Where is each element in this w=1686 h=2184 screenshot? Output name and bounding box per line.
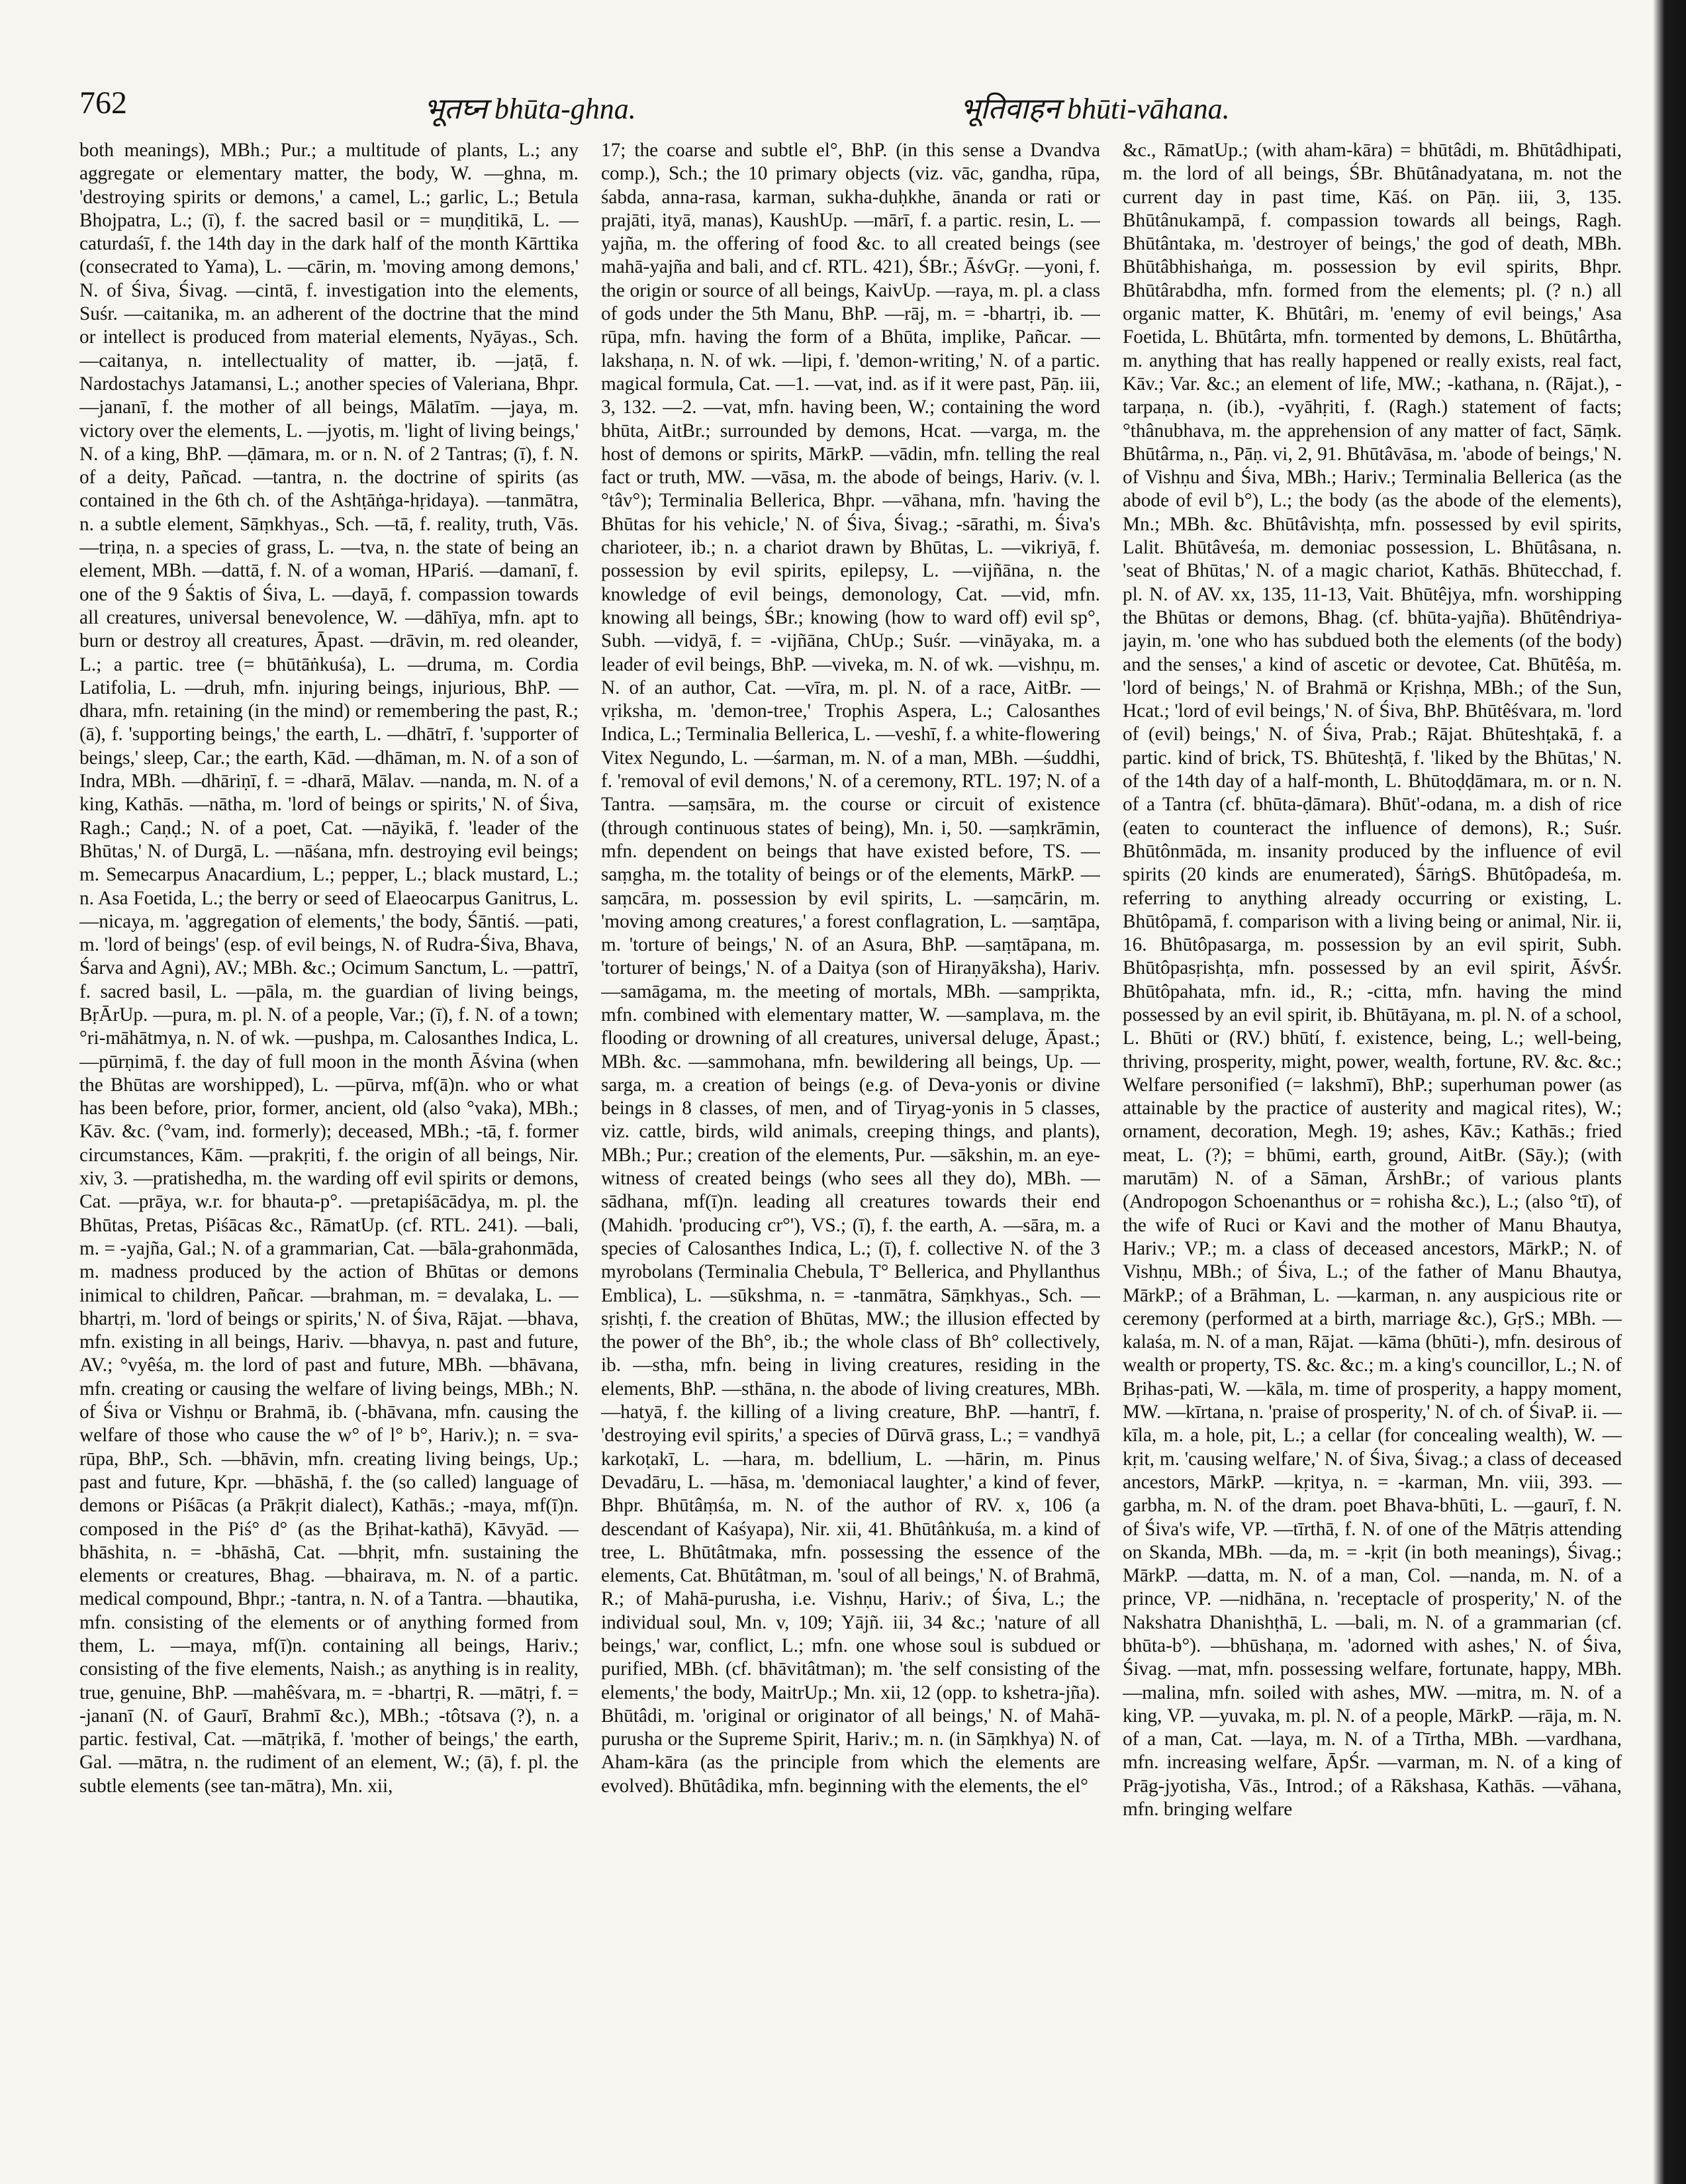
- left-headword: भूतघ्न bhūta-ghna.: [424, 93, 636, 125]
- column-1: both meanings), MBh.; Pur.; a multitude of plants, L.; any aggregate or elementary matter, the body, W. —ghna, m. 'destroying spirits or demons,' a camel, L.; garlic, L.; Betula Bhojpatra, L.; (ī), f. the sacred basil or = muṇḍitikā, L. —caturdaśī, f. the 14th day in the dark half of the month Kārttika (consecrated to Yama), L. —cārin, m. 'moving among demons,' N. of Śiva, Śivag. —cintā, f. investigation into the elements, Suśr. —caitanika, m. an adherent of the doctrine that the mind or intellect is produced from material elements, Nyāyas., Sch. —caitanya, n. intellectuality of matter, ib. —jaṭā, f. Nardostachys Jatamansi, L.; another species of Valeriana, Bhpr. —jananī, f. the mother of all beings, Mālatīm. —jaya, m. victory over the elements, L. —jyotis, m. 'light of living beings,' N. of a king, BhP. —ḍāmara, m. or n. N. of 2 Tantras; (ī), f. N. of a deity, Pañcad. —tantra, n. the doctrine of spirits (as contained in the 6th ch. of the Ashṭāṅga-hṛidaya). —tanmātra, n. a subtle element, Sāṃkhyas., Sch. —tā, f. reality, truth, Vās. —triṇa, n. a species of grass, L. —tva, n. the state of being an element, MBh. —dattā, f. N. of a woman, HPariś. —damanī, f. one of the 9 Śaktis of Śiva, L. —dayā, f. compassion towards all creatures, universal benevolence, W. —dāhīya, mfn. apt to burn or destroy all creatures, Āpast. —drāvin, m. red oleander, L.; a partic. tree (= bhūtāṅkuśa), L. —druma, m. Cordia Latifolia, L. —druh, mfn. injuring beings, injurious, BhP. —dhara, mfn. retaining (in the mind) or remembering the past, R.; (ā), f. 'supporting beings,' the earth, L. —dhātrī, f. 'supporter of beings,' sleep, Car.; the earth, Kād. —dhāman, m. N. of a son of Indra, MBh. —dhāriṇī, f. = -dharā, Mālav. —nanda, m. N. of a king, Kathās. —nātha, m. 'lord of beings or spirits,' N. of Śiva, Ragh.; Caṇḍ.; N. of a poet, Cat. —nāyikā, f. 'leader of the Bhūtas,' N. of Durgā, L. —nāśana, mfn. destroying evil beings; m. Semecarpus Anacardium, L.; pepper, L.; black mustard, L.; n. Asa Foetida, L.; the berry or seed of Elaeocarpus Ganitrus, L. —nicaya, m. 'aggregation of elements,' the body, Śāntiś. —pati, m. 'lord of beings' (esp. of evil beings, N. of Rudra-Śiva, Bhava, Śarva and Agni), AV.; MBh. &c.; Ocimum Sanctum, L. —pattrī, f. sacred basil, L. —pāla, m. the guardian of living beings, BṛĀrUp. —pura, m. pl. N. of a people, Var.; (ī), f. N. of a town; °ri-māhātmya, n. N. of wk. —pushpa, m. Calosanthes Indica, L. —pūrṇimā, f. the day of full moon in the month Āśvina (when the Bhūtas are worshipped), L. —pūrva, mf(ā)n. who or what has been before, prior, former, ancient, old (also °vaka), MBh.; Kāv. &c. (°vam, ind. formerly); deceased, MBh.; -tā, f. former circumstances, Kām. —prakṛiti, f. the origin of all beings, Nir. xiv, 3. —pratishedha, m. the warding off evil spirits or demons, Cat. —prāya, w.r. for bhauta-p°. —pretapiśācādya, m. pl. the Bhūtas, Pretas, Piśācas &c., RāmatUp. (cf. RTL. 241). —bali, m. = -yajña, Gal.; N. of a grammarian, Cat. —bāla-grahonmāda, m. madness produced by the action of Bhūtas or demons inimical to children, Pañcar. —brahman, m. = devalaka, L. —bhartṛi, m. 'lord of beings or spirits,' N. of Śiva, Rājat. —bhava, mfn. existing in all beings, Hariv. —bhavya, n. past and future, AV.; °vyêśa, m. the lord of past and future, MBh. —bhāvana, mfn. creating or causing the welfare of living beings, MBh.; N. of Śiva or Vishṇu or Brahmā, ib. (-bhāvana, mfn. causing the welfare of those who cause the w° of l° b°, Hariv.); n. = sva-rūpa, BhP., Sch. —bhāvin, mfn. creating living beings, Up.; past and future, Kpr. —bhāshā, f. the (so called) language of demons or Piśācas (a Prākṛit dialect), Kathās.; -maya, mf(ī)n. composed in the Piś° d° (as the Bṛihat-kathā), Kāvyād. —bhāshita, n. = -bhāshā, Cat. —bhṛit, mfn. sustaining the elements or creatures, Bhag. —bhairava, m. N. of a partic. medical compound, Bhpr.; -tantra, n. N. of a Tantra. —bhautika, mfn. consisting of the elements or of anything formed from them, L. —maya, mf(ī)n. containing all beings, Hariv.; consisting of the five elements, Naish.; as anything is in reality, true, genuine, BhP. —mahêśvara, m. = -bhartṛi, R. —mātṛi, f. = -jananī (N. of Gaurī, Brahmī &c.), MBh.; -tôtsava (?), n. a partic. festival, Cat. —mātṛikā, f. 'mother of beings,' the earth, Gal. —mātra, n. the rudiment of an element, W.; (ā), f. pl. the subtle elements (see tan-mātra), Mn. xii,: [79, 140, 579, 1797]
- column-2: 17; the coarse and subtle el°, BhP. (in this sense a Dvandva comp.), Sch.; the 10 primary objects (viz. vāc, gandha, rūpa, śabda, anna-rasa, karman, sukha-duḥkhe, ānanda or rati or prajāti, ityā, manas), KaushUp. —mārī, f. a partic. resin, L. —yajña, m. the offering of food &c. to all created beings (see mahā-yajña and bali, and cf. RTL. 421), ŚBr.; ĀśvGṛ. —yoni, f. the origin or source of all beings, KaivUp. —raya, m. pl. a class of gods under the 5th Manu, BhP. —rāj, m. = -bhartṛi, ib. —rūpa, mfn. having the form of a Bhūta, implike, Pañcar. —lakshaṇa, n. N. of wk. —lipi, f. 'demon-writing,' N. of a partic. magical formula, Cat. —1. —vat, ind. as if it were past, Pāṇ. iii, 3, 132. —2. —vat, mfn. having been, W.; containing the word bhūta, AitBr.; surrounded by demons, Hcat. —varga, m. the host of demons or spirits, MārkP. —vādin, mfn. telling the real fact or truth, MW. —vāsa, m. the abode of beings, Hariv. (v. l. °tâv°); Terminalia Bellerica, Bhpr. —vāhana, mfn. 'having the Bhūtas for his vehicle,' N. of Śiva, Śivag.; -sārathi, m. Śiva's charioteer, ib.; n. a chariot drawn by Bhūtas, L. —vikriyā, f. possession by evil spirits, epilepsy, L. —vijñāna, n. the knowledge of evil beings, demonology, Cat. —vid, mfn. knowing all beings, ŚBr.; knowing (how to ward off) evil sp°, Subh. —vidyā, f. = -vijñāna, ChUp.; Suśr. —vināyaka, m. a leader of evil beings, BhP. —viveka, m. N. of wk. —vishṇu, m. N. of an author, Cat. —vīra, m. pl. N. of a race, AitBr. —vṛiksha, m. 'demon-tree,' Trophis Aspera, L.; Calosanthes Indica, L.; Terminalia Bellerica, L. —veshī, f. a white-flowering Vitex Negundo, L. —śarman, m. N. of a man, MBh. —śuddhi, f. 'removal of evil demons,' N. of a ceremony, RTL. 197; N. of a Tantra. —saṃsāra, m. the course or circuit of existence (through continuous states of being), Mn. i, 50. —saṃkrāmin, mfn. dependent on beings that have existed before, TS. —saṃgha, m. the totality of beings or of the elements, MārkP. —saṃcāra, m. possession by evil spirits, L. —saṃcārin, m. 'moving among creatures,' a forest conflagration, L. —saṃtāpa, m. 'torture of beings,' N. of an Asura, BhP. —saṃtāpana, m. 'torturer of beings,' N. of a Daitya (son of Hiraṇyāksha), Hariv. —samāgama, m. the meeting of mortals, MBh. —sampṛikta, mfn. combined with elementary matter, W. —samplava, m. the flooding or drowning of all creatures, universal deluge, Āpast.; MBh. &c. —sammohana, mfn. bewildering all beings, Up. —sarga, m. a creation of beings (e.g. of Deva-yonis or divine beings in 8 classes, of men, and of Tiryag-yonis in 5 classes, viz. cattle, birds, wild animals, creeping things, and plants), MBh.; Pur.; creation of the elements, Pur. —sākshin, m. an eye-witness of created beings (who sees all they do), MBh. —sādhana, mf(ī)n. leading all creatures towards their end (Mahidh. 'producing cr°'), VS.; (ī), f. the earth, A. —sāra, m. a species of Calosanthes Indica, L.; (ī), f. collective N. of the 3 myrobolans (Terminalia Chebula, T° Bellerica, and Phyllanthus Emblica), L. —sūkshma, n. = -tanmātra, Sāṃkhyas., Sch. —sṛishṭi, f. the creation of Bhūtas, MW.; the illusion effected by the power of the Bh°, ib.; the whole class of Bh° collectively, ib. —stha, mfn. being in living creatures, residing in the elements, BhP. —sthāna, n. the abode of living creatures, MBh. —hatyā, f. the killing of a living creature, BhP. —hantrī, f. 'destroying evil spirits,' a species of Dūrvā grass, L.; = vandhyā karkoṭakī, L. —hara, m. bdellium, L. —hārin, m. Pinus Devadāru, L. —hāsa, m. 'demoniacal laughter,' a kind of fever, Bhpr. Bhūtâṃśa, m. N. of the author of RV. x, 106 (a descendant of Kaśyapa), Nir. xii, 41. Bhūtâṅkuśa, m. a kind of tree, L. Bhūtâtmaka, mfn. possessing the essence of the elements, Cat. Bhūtâtman, m. 'soul of all beings,' N. of Brahmā, R.; of Mahā-purusha, i.e. Vishṇu, Hariv.; of Śiva, L.; the individual soul, Mn. v, 109; Yājñ. iii, 34 &c.; 'nature of all beings,' war, conflict, L.; mfn. one whose soul is subdued or purified, MBh. (cf. bhāvitâtman); m. 'the self consisting of the elements,' the body, MaitrUp.; Mn. xii, 12 (opp. to kshetra-jña). Bhūtâdi, m. 'original or originator of all beings,' N. of Mahā-purusha or the Supreme Spirit, Hariv.; m. n. (in Sāṃkhya) N. of Aham-kāra (as the principle from which the elements are evolved). Bhūtâdika, mfn. beginning with the elements, the el°: [601, 140, 1100, 1797]
- right-headword: भूतिवाहन bhūti-vāhana.: [960, 93, 1230, 125]
- page-number: 762: [79, 85, 127, 120]
- page-header: [79, 85, 1622, 131]
- page-binding-shadow: [1653, 0, 1686, 2184]
- dictionary-columns: [79, 139, 1622, 2165]
- column-3: &c., RāmatUp.; (with aham-kāra) = bhūtâdi, m. Bhūtâdhipati, m. the lord of all beings, ŚBr. Bhūtânadyatana, m. not the current day in past time, Kāś. on Pāṇ. iii, 3, 135. Bhūtânukampā, f. compassion towards all beings, Ragh. Bhūtântaka, m. 'destroyer of beings,' the god of death, MBh. Bhūtâbhishaṅga, m. possession by evil spirits, Bhpr. Bhūtârabdha, mfn. formed from the elements; pl. (? n.) all organic matter, K. Bhūtâri, m. 'enemy of evil beings,' Asa Foetida, L. Bhūtârta, mfn. tormented by demons, L. Bhūtârtha, m. anything that has really happened or really exists, real fact, Kāv.; Var. &c.; an element of life, MW.; -kathana, n. (Rājat.), -tarpaṇa, n. (ib.), -vyāhṛiti, f. (Ragh.) statement of facts; °thânubhava, m. the apprehension of any matter of fact, Sāṃk. Bhūtârma, n., Pāṇ. vi, 2, 91. Bhūtâvāsa, m. 'abode of beings,' N. of Vishṇu and Śiva, MBh.; Hariv.; Terminalia Bellerica (as the abode of evil b°), L.; the body (as the abode of the elements), Mn.; MBh. &c. Bhūtâvishṭa, mfn. possessed by evil spirits, Lalit. Bhūtâveśa, m. demoniac possession, L. Bhūtâsana, n. 'seat of Bhūtas,' N. of a magic chariot, Kathās. Bhūtecchad, f. pl. N. of AV. xx, 135, 11-13, Vait. Bhūtêjya, mfn. worshipping the Bhūtas or demons, Bhag. (cf. bhūta-yajña). Bhūtêndriya-jayin, m. 'one who has subdued both the elements (of the body) and the senses,' a kind of ascetic or devotee, Cat. Bhūtêśa, m. 'lord of beings,' N. of Brahmā or Kṛishṇa, MBh.; of the Sun, Hcat.; 'lord of evil beings,' N. of Śiva, BhP. Bhūtêśvara, m. 'lord of (evil) beings,' N. of Śiva, Prab.; Rājat. Bhūteshṭakā, f. a partic. kind of brick, TS. Bhūteshṭā, f. 'liked by the Bhūtas,' N. of the 14th day of a half-month, L. Bhūtoḍḍāmara, m. or n. N. of a Tantra (cf. bhūta-ḍāmara). Bhūt'-odana, m. a dish of rice (eaten to counteract the influence of demons), R.; Suśr. Bhūtônmāda, m. insanity produced by the influence of evil spirits (20 kinds are enumerated), ŚārṅgS. Bhūtôpadeśa, m. referring to anything already occurring or existing, L. Bhūtôpamā, f. comparison with a living being or animal, Nir. ii, 16. Bhūtôpasarga, m. possession by an evil spirit, Subh. Bhūtôpasṛishṭa, mfn. possessed by an evil spirit, ĀśvŚr. Bhūtôpahata, mfn. id., R.; -citta, mfn. having the mind possessed by an evil spirit, ib. Bhūtāyana, m. pl. N. of a school, L. Bhūti or (RV.) bhūtí, f. existence, being, L.; well-being, thriving, prosperity, might, power, wealth, fortune, RV. &c. &c.; Welfare personified (= lakshmī), BhP.; superhuman power (as attainable by the practice of austerity and magical rites), W.; ornament, decoration, Megh. 19; ashes, Kāv.; Kathās.; fried meat, L. (?); = bhūmi, earth, ground, AitBr. (Sāy.); (with marutām) N. of a Sāman, ĀrshBr.; of various plants (Andropogon Schoenanthus or = rohisha &c.), L.; (also °tī), of the wife of Ruci or Kavi and the mother of Manu Bhautya, Hariv.; VP.; m. a class of deceased ancestors, MārkP.; N. of Vishṇu, MBh.; of Śiva, L.; of the father of Manu Bhautya, MārkP.; of a Brāhman, L. —karman, n. any auspicious rite or ceremony (performed at a birth, marriage &c.), GṛS.; MBh. —kalaśa, m. N. of a man, Rājat. —kāma (bhūti-), mfn. desirous of wealth or property, TS. &c. &c.; m. a king's councillor, L.; N. of Bṛihas-pati, W. —kāla, m. time of prosperity, a happy moment, MW. —kīrtana, n. 'praise of prosperity,' N. of ch. of ŚivaP. ii. —kīla, m. a hole, pit, L.; a cellar (for concealing wealth), W. —kṛit, m. 'causing welfare,' N. of Śiva, Śivag.; a class of deceased ancestors, MārkP. —kṛitya, n. = -karman, Mn. viii, 393. —garbha, m. N. of the dram. poet Bhava-bhūti, L. —gaurī, f. N. of Śiva's wife, VP. —tīrthā, f. N. of one of the Mātṛis attending on Skanda, MBh. —da, m. = -kṛit (in both meanings), Śivag.; MārkP. —datta, m. N. of a man, Col. —nanda, m. N. of a prince, VP. —nidhāna, n. 'receptacle of prosperity,' N. of the Nakshatra Dhanishṭhā, L. —bali, m. N. of a grammarian (cf. bhūta-b°). —bhūshaṇa, m. 'adorned with ashes,' N. of Śiva, Śivag. —mat, mfn. possessing welfare, fortunate, happy, MBh. —malina, mfn. soiled with ashes, MW. —mitra, m. N. of a king, VP. —yuvaka, m. pl. N. of a people, MārkP. —rāja, m. N. of a man, Cat. —laya, m. N. of a Tīrtha, MBh. —vardhana, mfn. increasing welfare, ĀpŚr. —varman, m. N. of a king of Prāg-jyotisha, Vās., Introd.; of a Rākshasa, Kathās. —vāhana, mfn. bringing welfare: [1123, 140, 1622, 1821]
